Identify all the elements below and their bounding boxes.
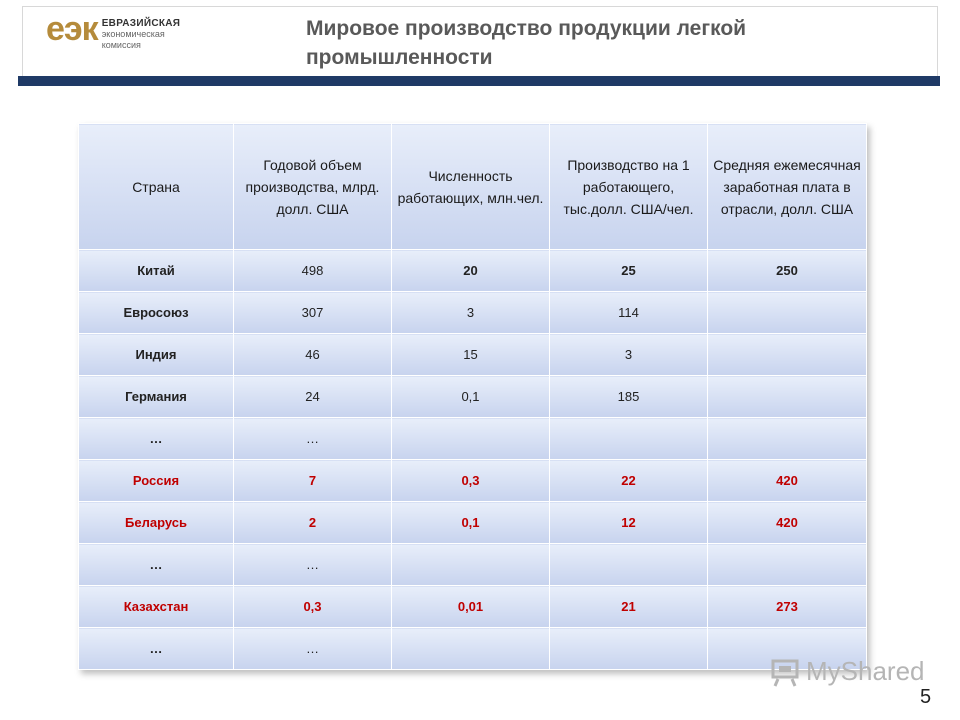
logo-line-1: ЕВРАЗИЙСКАЯ xyxy=(101,18,181,29)
table-row xyxy=(79,628,867,670)
cell-workers: 0,01 xyxy=(392,586,550,628)
cell-salary: 420 xyxy=(708,502,867,544)
title-underline-bar xyxy=(18,76,940,86)
table-row xyxy=(79,250,867,292)
cell-volume: 46 xyxy=(234,334,392,376)
cell-country: Беларусь xyxy=(79,502,234,544)
cell-country: Индия xyxy=(79,334,234,376)
cell-salary: 420 xyxy=(708,460,867,502)
production-table xyxy=(78,123,867,670)
table-row xyxy=(79,418,867,460)
logo xyxy=(46,12,180,66)
cell-volume: 24 xyxy=(234,376,392,418)
slide-title: Мировое производство продукции легкой промышленности xyxy=(306,17,747,69)
cell-country: … xyxy=(79,544,234,586)
table-row xyxy=(79,334,867,376)
cell-workers: 0,1 xyxy=(392,502,550,544)
cell-volume: … xyxy=(234,628,392,670)
cell-per-worker: 21 xyxy=(550,586,708,628)
cell-salary: 273 xyxy=(708,586,867,628)
cell-per-worker: 3 xyxy=(550,334,708,376)
table-row xyxy=(79,460,867,502)
cell-salary: 250 xyxy=(708,250,867,292)
watermark-text: MyShared xyxy=(806,656,925,686)
cell-volume: … xyxy=(234,544,392,586)
cell-country: Китай xyxy=(79,250,234,292)
cell-workers xyxy=(392,544,550,586)
cell-salary xyxy=(708,334,867,376)
cell-volume: 7 xyxy=(234,460,392,502)
cell-workers xyxy=(392,418,550,460)
table-row xyxy=(79,376,867,418)
cell-volume: 2 xyxy=(234,502,392,544)
cell-workers: 3 xyxy=(392,292,550,334)
table-header-row xyxy=(79,124,867,250)
table-row xyxy=(79,586,867,628)
cell-volume: 498 xyxy=(234,250,392,292)
cell-country: Казахстан xyxy=(79,586,234,628)
cell-per-worker xyxy=(550,544,708,586)
table-row xyxy=(79,502,867,544)
header-country: Страна xyxy=(79,124,234,250)
watermark xyxy=(770,656,925,687)
table-row xyxy=(79,544,867,586)
cell-salary xyxy=(708,292,867,334)
cell-volume: 0,3 xyxy=(234,586,392,628)
presentation-icon xyxy=(770,657,800,687)
cell-country: Германия xyxy=(79,376,234,418)
header-workers: Численность работающих, млн.чел. xyxy=(392,124,550,250)
table-row xyxy=(79,292,867,334)
page-number: 5 xyxy=(920,686,932,708)
cell-workers: 0,3 xyxy=(392,460,550,502)
cell-workers: 15 xyxy=(392,334,550,376)
cell-per-worker: 22 xyxy=(550,460,708,502)
header-per-worker: Производство на 1 работающего, тыс.долл. США/чел. xyxy=(550,124,708,250)
cell-salary xyxy=(708,376,867,418)
cell-volume: 307 xyxy=(234,292,392,334)
logo-line-2: экономическая xyxy=(101,29,165,39)
cell-per-worker: 114 xyxy=(550,292,708,334)
header-salary: Средняя ежемесячная заработная плата в отрасли, долл. США xyxy=(708,124,867,250)
cell-workers: 0,1 xyxy=(392,376,550,418)
cell-salary xyxy=(708,418,867,460)
cell-per-worker: 12 xyxy=(550,502,708,544)
cell-per-worker xyxy=(550,628,708,670)
cell-country: Евросоюз xyxy=(79,292,234,334)
logo-mark: еэк xyxy=(46,10,98,48)
cell-per-worker xyxy=(550,418,708,460)
header-volume: Годовой объем производства, млрд. долл. США xyxy=(234,124,392,250)
cell-per-worker: 185 xyxy=(550,376,708,418)
logo-text xyxy=(102,18,181,51)
cell-salary xyxy=(708,544,867,586)
cell-per-worker: 25 xyxy=(550,250,708,292)
cell-workers xyxy=(392,628,550,670)
cell-workers: 20 xyxy=(392,250,550,292)
cell-volume: … xyxy=(234,418,392,460)
logo-line-3: комиссия xyxy=(101,40,141,50)
cell-country: Россия xyxy=(79,460,234,502)
cell-country: … xyxy=(79,628,234,670)
cell-country: … xyxy=(79,418,234,460)
